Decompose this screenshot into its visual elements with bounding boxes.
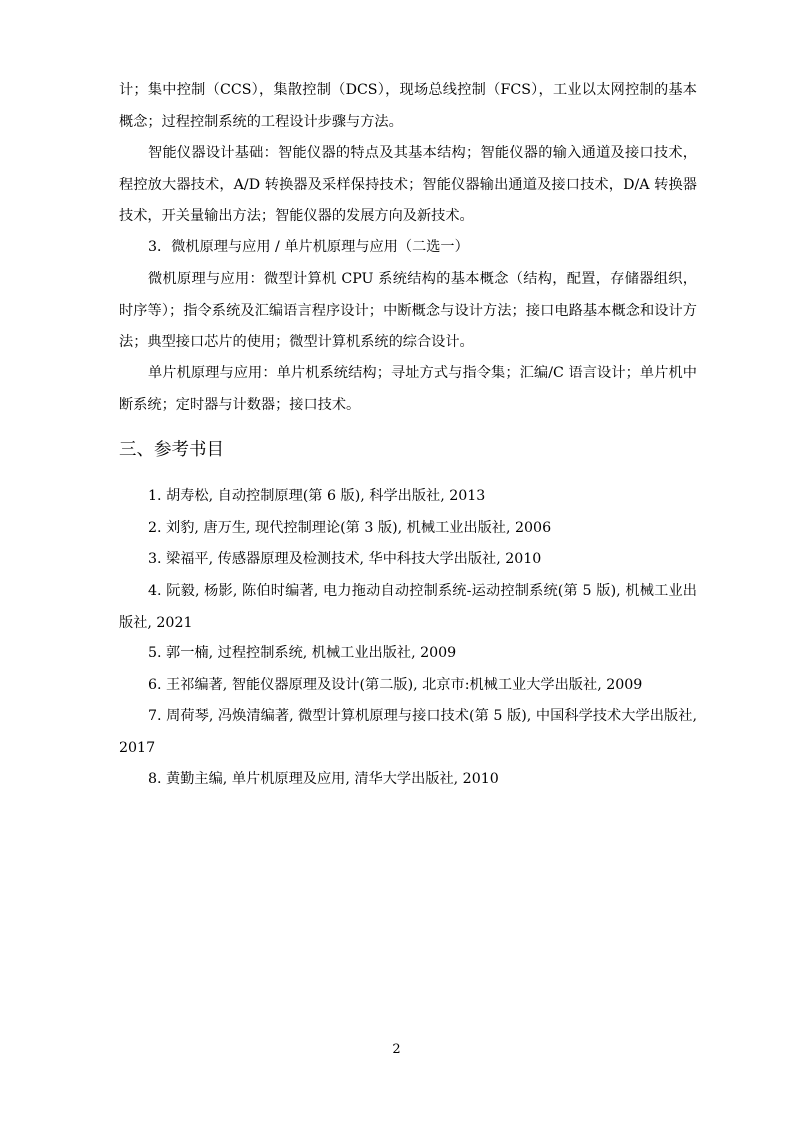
paragraph-microcomputer: 微机原理与应用：微型计算机 CPU 系统结构的基本概念（结构，配置，存储器组织，时序等）；指令系统及汇编语言程序设计；中断概念与设计方法；接口电路基本概念和设计方法；典型接口芯片的使用；微型计算机系统的综合设计。 — [119, 271, 697, 350]
reference-item: 8. 黄勤主编, 单片机原理及应用, 清华大学出版社, 2010 — [148, 771, 499, 787]
reference-item: 4. 阮毅, 杨影, 陈伯时编著, 电力拖动自动控制系统-运动控制系统(第 5 版), 机械工业出版社, 2021 — [119, 583, 697, 631]
paragraph-smart-instrument: 智能仪器设计基础：智能仪器的特点及其基本结构；智能仪器的输入通道及接口技术，程控放大器技术，A/D 转换器及采样保持技术；智能仪器输出通道及接口技术，D/A 转换器技术，开关量输出方法；智能仪器的发展方向及新技术。 — [119, 145, 697, 224]
reference-item: 1. 胡寿松, 自动控制原理(第 6 版), 科学出版社, 2013 — [148, 488, 486, 504]
item-3-title: 3．微机原理与应用 / 单片机原理与应用（二选一） — [148, 239, 469, 255]
reference-item: 3. 梁福平, 传感器原理及检测技术, 华中科技大学出版社, 2010 — [148, 551, 542, 567]
reference-item: 2. 刘豹, 唐万生, 现代控制理论(第 3 版), 机械工业出版社, 2006 — [148, 520, 552, 536]
paragraph-control-systems: 计；集中控制（CCS），集散控制（DCS），现场总线控制（FCS），工业以太网控制的基本概念；过程控制系统的工程设计步骤与方法。 — [119, 82, 697, 130]
paragraph-single-chip: 单片机原理与应用：单片机系统结构；寻址方式与指令集；汇编/C 语言设计；单片机中断系统；定时器与计数器；接口技术。 — [119, 365, 697, 413]
section-heading-references: 三、参考书目 — [119, 440, 224, 460]
reference-item: 5. 郭一楠, 过程控制系统, 机械工业出版社, 2009 — [148, 645, 457, 661]
page-number: 2 — [392, 1042, 401, 1057]
reference-item: 6. 王祁编著, 智能仪器原理及设计(第二版), 北京市:机械工业大学出版社, 2009 — [148, 677, 643, 693]
reference-item: 7. 周荷琴, 冯焕清编著, 微型计算机原理与接口技术(第 5 版), 中国科学技术大学出版社, 2017 — [119, 708, 697, 756]
